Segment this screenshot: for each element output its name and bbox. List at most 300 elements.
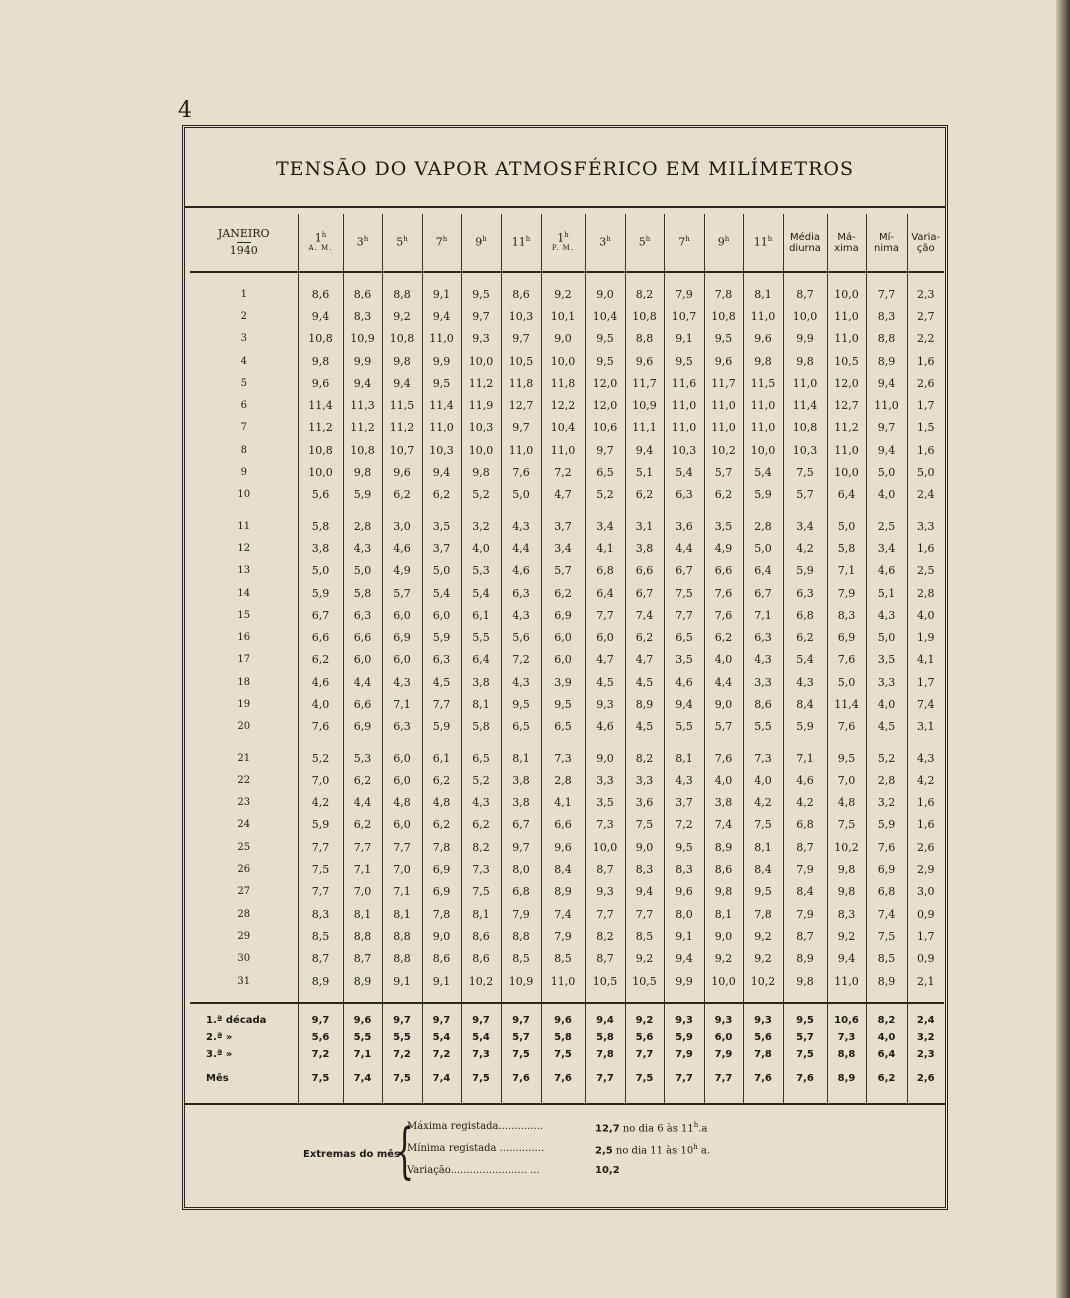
value-cell: 10,8 (343, 439, 382, 461)
value-cell: 3,5 (422, 515, 461, 537)
value-cell: 7,5 (625, 814, 664, 836)
spacer-cell (585, 1093, 625, 1103)
table-row (190, 537, 944, 559)
value-cell: 11,0 (743, 394, 783, 416)
value-cell: 6,4 (585, 582, 625, 604)
day-number: 23 (237, 797, 251, 809)
summary-value: 9,4 (585, 1012, 625, 1029)
value-cell: 7,0 (827, 769, 866, 791)
hour-sup: h (645, 235, 651, 244)
value-cell: 1,6 (907, 439, 944, 461)
spacer-cell (422, 738, 461, 747)
value-cell: 9,3 (585, 881, 625, 903)
value-cell: 6,7 (501, 814, 541, 836)
value-cell: 11,0 (827, 439, 866, 461)
summary-row (190, 1029, 944, 1046)
value-cell: 9,8 (704, 881, 743, 903)
value-cell: 4,6 (783, 769, 827, 791)
spacer-cell (907, 992, 944, 1003)
value-cell: 4,5 (585, 671, 625, 693)
table-row (190, 970, 944, 992)
hour-sup: h (724, 235, 730, 244)
value-cell: 11,4 (422, 394, 461, 416)
value-cell: 6,4 (743, 560, 783, 582)
header-hour: 1$^h$ P. M. (541, 214, 585, 272)
day-number: 17 (237, 654, 251, 666)
summary-label: 1.ª década (206, 1015, 267, 1027)
page-title: TENSÃO DO VAPOR ATMOSFÉRICO EM MILÍMETROS (276, 158, 854, 180)
summary-value: 7,3 (827, 1029, 866, 1046)
value-cell: 5,8 (461, 716, 501, 738)
value-cell: 5,0 (866, 461, 907, 483)
value-cell: 8,5 (625, 925, 664, 947)
spacer-cell (382, 1003, 422, 1012)
summary-value: 7,5 (625, 1063, 664, 1093)
day-number: 7 (240, 422, 247, 434)
value-cell: 8,7 (343, 948, 382, 970)
hour-sup: h (693, 1121, 699, 1129)
spacer-cell (664, 506, 704, 515)
value-cell: 9,7 (866, 417, 907, 439)
extreme-value: 2,5 no dia 11 às 10$^h$ a. (595, 1143, 711, 1157)
value-cell: 5,4 (743, 461, 783, 483)
value-cell: 4,2 (298, 792, 343, 814)
value-cell: 9,5 (501, 693, 541, 715)
spacer-cell (501, 738, 541, 747)
decade-gap (190, 506, 944, 515)
value-cell: 8,8 (501, 925, 541, 947)
spacer-cell (461, 738, 501, 747)
value-cell: 6,4 (461, 649, 501, 671)
header-hour: 3$^h$ (585, 214, 625, 272)
spacer-cell (704, 1003, 743, 1012)
value-cell: 9,1 (422, 970, 461, 992)
value-cell: 9,9 (664, 970, 704, 992)
summary-label: Mês (206, 1072, 229, 1084)
value-cell: 10,8 (382, 328, 422, 350)
spacer-cell (501, 1003, 541, 1012)
value-cell: 3,8 (704, 792, 743, 814)
value-cell: 6,6 (298, 626, 343, 648)
table-row (190, 484, 944, 506)
value-cell: 3,1 (907, 716, 944, 738)
header-minima-line2: nima (874, 242, 899, 254)
value-cell: 4,4 (343, 792, 382, 814)
value-cell: 6,3 (501, 582, 541, 604)
value-cell: 9,6 (382, 461, 422, 483)
value-cell: 9,2 (625, 948, 664, 970)
value-cell: 4,3 (343, 537, 382, 559)
value-cell: 11,4 (783, 394, 827, 416)
value-cell: 7,7 (343, 836, 382, 858)
value-cell: 5,4 (783, 649, 827, 671)
hour-sup: h (693, 1143, 698, 1151)
value-cell: 4,4 (501, 537, 541, 559)
value-cell: 7,7 (585, 604, 625, 626)
table-row (190, 792, 944, 814)
value-cell: 4,7 (585, 649, 625, 671)
value-cell: 9,6 (541, 836, 585, 858)
value-cell: 10,7 (664, 305, 704, 327)
value-cell: 6,5 (461, 747, 501, 769)
value-cell: 6,5 (585, 461, 625, 483)
spacer-cell (743, 738, 783, 747)
value-cell: 3,4 (783, 515, 827, 537)
value-cell: 5,6 (501, 626, 541, 648)
value-cell: 4,7 (625, 649, 664, 671)
summary-value: 7,7 (625, 1046, 664, 1063)
value-cell: 4,1 (907, 649, 944, 671)
value-cell: 9,4 (664, 948, 704, 970)
value-cell: 9,6 (664, 881, 704, 903)
day-number: 27 (237, 886, 251, 898)
value-cell: 3,5 (704, 515, 743, 537)
value-cell: 7,2 (501, 649, 541, 671)
value-cell: 4,4 (704, 671, 743, 693)
value-cell: 3,8 (501, 792, 541, 814)
summary-value: 7,6 (541, 1063, 585, 1093)
spacer-cell (783, 1003, 827, 1012)
value-cell: 6,6 (704, 560, 743, 582)
value-cell: 4,2 (783, 792, 827, 814)
summary-value: 2,4 (907, 1012, 944, 1029)
table-row (190, 626, 944, 648)
spacer-cell (501, 992, 541, 1003)
value-cell: 5,9 (783, 560, 827, 582)
value-cell: 6,0 (382, 814, 422, 836)
spacer-cell (541, 1003, 585, 1012)
table-row (190, 881, 944, 903)
value-cell: 7,4 (866, 903, 907, 925)
header-hour: 11$^h$ (501, 214, 541, 272)
spacer-cell (907, 506, 944, 515)
value-cell: 7,6 (704, 747, 743, 769)
day-number: 11 (237, 520, 251, 532)
value-cell: 9,7 (501, 836, 541, 858)
summary-value: 7,5 (783, 1046, 827, 1063)
extremes-label: Extremas do mês (303, 1149, 401, 1160)
spacer-cell (585, 506, 625, 515)
extreme-label: Máxima registada.............. (407, 1121, 543, 1132)
table-row (190, 461, 944, 483)
value-cell: 8,6 (461, 948, 501, 970)
spacer-cell (783, 738, 827, 747)
value-cell: 6,2 (704, 484, 743, 506)
value-cell: 5,2 (298, 747, 343, 769)
value-cell: 7,6 (501, 461, 541, 483)
value-cell: 4,3 (501, 604, 541, 626)
value-cell: 2,8 (541, 769, 585, 791)
value-cell: 6,2 (422, 769, 461, 791)
value-cell: 4,0 (704, 769, 743, 791)
value-cell: 12,0 (585, 372, 625, 394)
value-cell: 5,7 (704, 461, 743, 483)
value-cell: 7,0 (298, 769, 343, 791)
spacer-row (190, 272, 944, 283)
summary-value: 9,3 (704, 1012, 743, 1029)
summary-value: 7,4 (343, 1063, 382, 1093)
value-cell: 7,0 (382, 858, 422, 880)
value-cell: 8,1 (461, 693, 501, 715)
summary-value: 7,5 (382, 1063, 422, 1093)
value-cell: 7,5 (827, 814, 866, 836)
value-cell: 8,8 (625, 328, 664, 350)
value-cell: 10,5 (585, 970, 625, 992)
hour-sup: h (403, 235, 408, 244)
value-cell: 11,0 (866, 394, 907, 416)
value-cell: 10,1 (541, 305, 585, 327)
value-cell: 2,9 (907, 858, 944, 880)
value-cell: 4,3 (501, 671, 541, 693)
value-cell: 3,3 (743, 671, 783, 693)
value-cell: 7,7 (625, 903, 664, 925)
day-number: 21 (237, 752, 251, 764)
value-cell: 7,6 (704, 582, 743, 604)
table-row (190, 903, 944, 925)
value-cell: 9,5 (422, 372, 461, 394)
table-row (190, 328, 944, 350)
value-cell: 6,2 (704, 626, 743, 648)
value-cell: 10,0 (743, 439, 783, 461)
spacer-cell (461, 1003, 501, 1012)
spacer-cell (343, 1093, 382, 1103)
value-cell: 8,8 (382, 925, 422, 947)
value-cell: 2,5 (907, 560, 944, 582)
value-cell: 8,9 (866, 970, 907, 992)
table-row (190, 747, 944, 769)
header-dash (237, 242, 251, 243)
value-cell: 8,3 (827, 604, 866, 626)
spacer-cell (461, 272, 501, 283)
value-cell: 2,8 (866, 769, 907, 791)
value-cell: 8,2 (625, 747, 664, 769)
spacer-cell (743, 992, 783, 1003)
value-cell: 7,4 (907, 693, 944, 715)
summary-value: 4,0 (866, 1029, 907, 1046)
spacer-cell (422, 1093, 461, 1103)
value-cell: 4,1 (541, 792, 585, 814)
spacer-cell (190, 1093, 298, 1103)
value-cell: 9,2 (382, 305, 422, 327)
spacer-cell (501, 1093, 541, 1103)
value-cell: 7,5 (664, 582, 704, 604)
value-cell: 9,7 (501, 417, 541, 439)
value-cell: 9,7 (501, 328, 541, 350)
summary-value: 7,4 (422, 1063, 461, 1093)
value-cell: 3,8 (461, 671, 501, 693)
value-cell: 3,7 (664, 792, 704, 814)
value-cell: 8,1 (382, 903, 422, 925)
summary-value: 2,6 (907, 1063, 944, 1093)
value-cell: 8,2 (625, 283, 664, 305)
value-cell: 7,7 (866, 283, 907, 305)
value-cell: 10,5 (827, 350, 866, 372)
value-cell: 4,6 (298, 671, 343, 693)
spacer-cell (704, 1093, 743, 1103)
spacer-cell (827, 506, 866, 515)
value-cell: 7,2 (541, 461, 585, 483)
value-cell: 6,3 (382, 716, 422, 738)
summary-value: 9,3 (743, 1012, 783, 1029)
value-cell: 8,0 (501, 858, 541, 880)
table-body (190, 272, 944, 1103)
value-cell: 4,3 (664, 769, 704, 791)
value-cell: 8,9 (783, 948, 827, 970)
value-cell: 10,4 (541, 417, 585, 439)
value-cell: 7,1 (783, 747, 827, 769)
summary-value: 5,6 (743, 1029, 783, 1046)
value-cell: 11,3 (343, 394, 382, 416)
value-cell: 9,0 (585, 283, 625, 305)
spacer-cell (343, 506, 382, 515)
value-cell: 4,3 (783, 671, 827, 693)
value-cell: 11,2 (827, 417, 866, 439)
value-cell: 6,0 (541, 626, 585, 648)
spacer-cell (461, 1093, 501, 1103)
value-cell: 4,6 (866, 560, 907, 582)
value-cell: 1,5 (907, 417, 944, 439)
value-cell: 10,0 (704, 970, 743, 992)
value-cell: 5,4 (664, 461, 704, 483)
value-cell: 6,8 (585, 560, 625, 582)
table-row (190, 394, 944, 416)
value-cell: 9,4 (625, 439, 664, 461)
value-cell: 9,8 (783, 970, 827, 992)
day-number: 30 (237, 953, 251, 965)
vapor-pressure-table (190, 214, 944, 1103)
value-cell: 5,7 (704, 716, 743, 738)
value-cell: 6,2 (343, 814, 382, 836)
day-number: 28 (237, 908, 251, 920)
extreme-value (595, 1165, 620, 1176)
value-cell: 7,6 (704, 604, 743, 626)
value-cell: 8,4 (743, 858, 783, 880)
value-cell: 3,5 (866, 649, 907, 671)
value-cell: 6,3 (664, 484, 704, 506)
spacer-cell (541, 738, 585, 747)
value-cell: 7,8 (422, 903, 461, 925)
spacer-cell (190, 992, 298, 1003)
value-cell: 6,0 (541, 649, 585, 671)
value-cell: 6,7 (664, 560, 704, 582)
value-cell: 9,0 (704, 693, 743, 715)
value-cell: 6,9 (866, 858, 907, 880)
value-cell: 2,6 (907, 372, 944, 394)
table-row (190, 283, 944, 305)
value-cell: 8,3 (625, 858, 664, 880)
day-number: 6 (240, 400, 247, 412)
summary-value: 9,6 (541, 1012, 585, 1029)
value-cell: 10,8 (298, 328, 343, 350)
value-cell: 10,3 (664, 439, 704, 461)
page-number: 4 (178, 98, 192, 123)
value-cell: 4,3 (743, 649, 783, 671)
spacer-cell (907, 1003, 944, 1012)
spacer-cell (866, 272, 907, 283)
summary-value: 7,8 (743, 1046, 783, 1063)
spacer-cell (866, 738, 907, 747)
value-cell: 5,0 (907, 461, 944, 483)
hour-sup: h (525, 235, 531, 244)
value-cell: 7,3 (461, 858, 501, 880)
value-cell: 7,5 (783, 461, 827, 483)
value-cell: 2,7 (907, 305, 944, 327)
table-row (190, 350, 944, 372)
value-cell: 4,0 (461, 537, 501, 559)
value-cell: 8,6 (343, 283, 382, 305)
summary-label: 3.ª » (206, 1049, 233, 1061)
value-cell: 11,2 (461, 372, 501, 394)
table-row (190, 814, 944, 836)
value-cell: 5,9 (866, 814, 907, 836)
value-cell: 6,6 (541, 814, 585, 836)
spacer-cell (907, 1093, 944, 1103)
extreme-number: 10,2 (595, 1165, 620, 1176)
spacer-cell (585, 272, 625, 283)
value-cell: 6,2 (343, 769, 382, 791)
value-cell: 7,6 (298, 716, 343, 738)
hour-sup: h (564, 231, 569, 240)
summary-value: 7,9 (704, 1046, 743, 1063)
spacer-cell (298, 738, 343, 747)
value-cell: 11,0 (704, 394, 743, 416)
value-cell: 11,0 (827, 970, 866, 992)
summary-label: 2.ª » (206, 1032, 233, 1044)
value-cell: 9,2 (704, 948, 743, 970)
value-cell: 11,2 (382, 417, 422, 439)
value-cell: 8,1 (501, 747, 541, 769)
value-cell: 10,8 (783, 417, 827, 439)
spacer-cell (382, 992, 422, 1003)
value-cell: 6,2 (298, 649, 343, 671)
hour-sup: h (321, 231, 327, 240)
value-cell: 10,2 (827, 836, 866, 858)
value-cell: 5,0 (827, 515, 866, 537)
table-row (190, 439, 944, 461)
value-cell: 10,8 (625, 305, 664, 327)
value-cell: 8,9 (343, 970, 382, 992)
header-media-diurna (783, 214, 827, 272)
value-cell: 8,9 (866, 350, 907, 372)
value-cell: 8,3 (827, 903, 866, 925)
value-cell: 7,3 (743, 747, 783, 769)
value-cell: 5,2 (461, 769, 501, 791)
spacer-cell (461, 506, 501, 515)
value-cell: 8,0 (664, 903, 704, 925)
value-cell: 1,6 (907, 350, 944, 372)
summary-value: 6,2 (866, 1063, 907, 1093)
value-cell: 6,3 (422, 649, 461, 671)
summary-value: 5,5 (343, 1029, 382, 1046)
value-cell: 9,3 (585, 693, 625, 715)
value-cell: 7,9 (541, 925, 585, 947)
value-cell: 9,6 (704, 350, 743, 372)
value-cell: 7,5 (298, 858, 343, 880)
header-row (190, 214, 944, 272)
value-cell: 4,3 (382, 671, 422, 693)
value-cell: 1,7 (907, 394, 944, 416)
value-cell: 11,5 (743, 372, 783, 394)
value-cell: 8,1 (461, 903, 501, 925)
value-cell: 9,9 (783, 328, 827, 350)
summary-value: 7,5 (541, 1046, 585, 1063)
summary-value: 5,5 (382, 1029, 422, 1046)
value-cell: 9,5 (664, 836, 704, 858)
day-number: 2 (240, 310, 247, 322)
value-cell: 9,9 (422, 350, 461, 372)
summary-row (190, 1046, 944, 1063)
value-cell: 6,3 (783, 582, 827, 604)
